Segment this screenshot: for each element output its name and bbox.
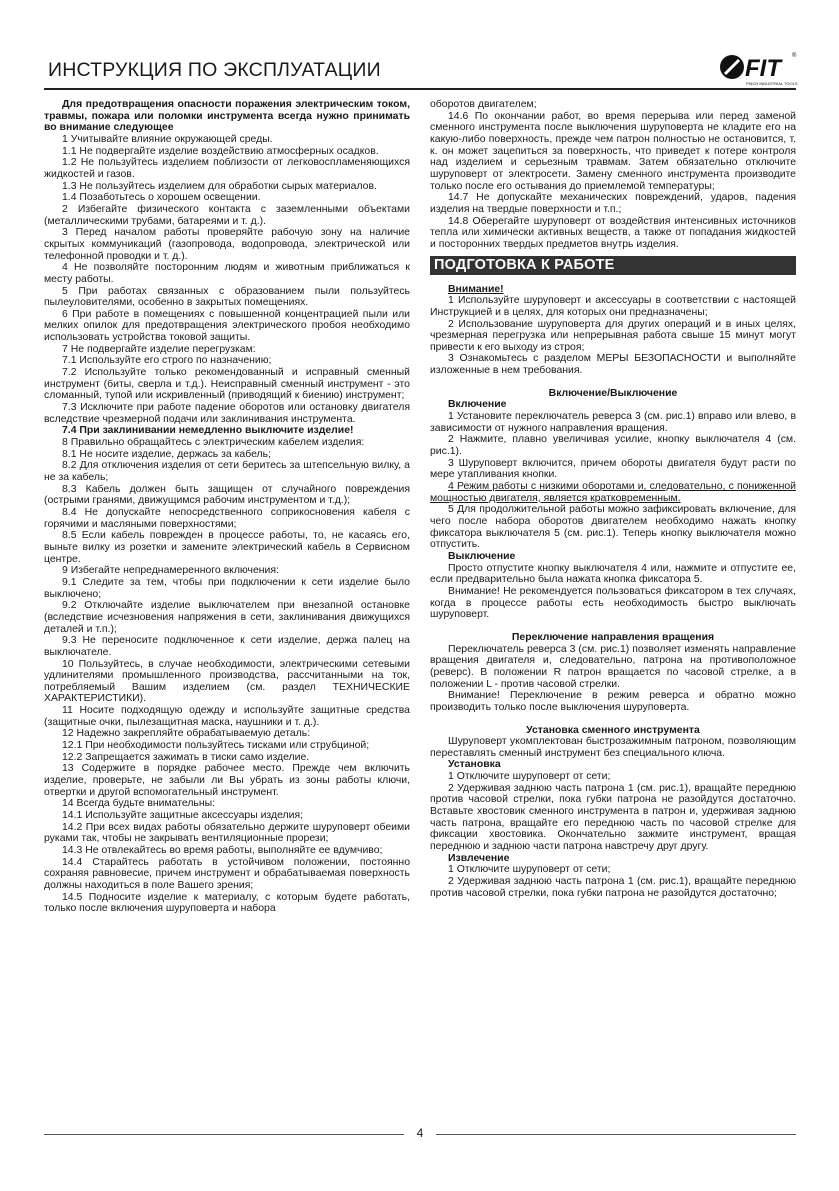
page-title: ИНСТРУКЦИЯ ПО ЭКСПЛУАТАЦИИ [48, 59, 381, 81]
paragraph: 4 Не позволяйте посторонним людям и животным приближаться к месту работы. [44, 262, 410, 285]
subsection-heading: Установка сменного инструмента [526, 724, 700, 736]
paragraph: 10 Пользуйтесь, в случае необходимости, электрическими сетевыми удлинителями промышленного производства, рассчитанными на ток, потребляемый Вашим изделием (см. раздел ТЕХНИЧЕСКИЕ ХАРАКТЕРИСТИКИ). [44, 658, 410, 705]
paragraph: 1.2 Не пользуйтесь изделием поблизости от легковоспламеняющихся жидкостей и газов. [44, 157, 410, 180]
right-column [430, 99, 796, 899]
paragraph: Шуруповерт укомплектован быстрозажимным патроном, позволяющим переставлять сменный инструмент без специального ключа. [430, 736, 796, 759]
paragraph: Включение [448, 399, 507, 411]
paragraph: 3 Перед началом работы проверяйте рабочую зону на наличие скрытых коммуникаций (газопровода, водопровода, электрической или телефонной проводки и т. д.). [44, 227, 410, 262]
paragraph: 11 Носите подходящую одежду и используйте защитные средства (защитные очки, пылезащитная маска, наушники и т. д.). [44, 705, 410, 728]
paragraph: 14.4 Старайтесь работать в устойчивом положении, постоянно сохраняя равновесие, причем инструмент и обрабатываемая поверхность должны находиться в поле Вашего зрения; [44, 856, 410, 891]
paragraph: 1 Учитывайте влияние окружающей среды. [62, 133, 273, 145]
paragraph: 1 Используйте шуруповерт и аксессуары в соответствии с настоящей Инструкцией и в целях, для которых они предназначены; [430, 295, 796, 318]
paragraph: 9 Избегайте непреднамеренного включения: [62, 565, 279, 577]
paragraph: 14.1 Используйте защитные аксессуары изделия; [62, 810, 304, 822]
fit-logo [716, 50, 798, 90]
paragraph: Внимание! Переключение в режим реверса и обратно можно производить только после выключения шуруповерта. [430, 690, 796, 713]
paragraph: 12.2 Запрещается зажимать в тиски само изделие. [62, 751, 310, 763]
paragraph: 14.6 По окончании работ, во время перерыва или перед заменой сменного инструмента после выключения шуруповерта не кладите его на какую-либо поверхность, прежде чем патрон полностью не остановится, т. к. он может зацепиться за поверхность, что приведет к потере контроля над изделием и серьезным травмам. Затем обязательно отключите шуруповерт от электросети. Замену сменного инструмента производите только после его остывания до приемлемой температуры; [430, 110, 796, 192]
paragraph: 2 Избегайте физического контакта с заземленными объектами (металлическими трубами, батареями и т. д.). [44, 203, 410, 227]
paragraph: 8.2 Для отключения изделия от сети беритесь за штепсельную вилку, а не за кабель; [44, 460, 410, 483]
paragraph: 7.4 При заклинивании немедленно выключите изделие! [62, 425, 354, 437]
paragraph: 8.4 Не допускайте непосредственного соприкосновения кабеля с горячими и масляными поверхностями; [44, 506, 410, 530]
paragraph: 14.8 Оберегайте шуруповерт от воздействия интенсивных источников тепла или химически активных веществ, а также от попадания жидкостей и посторонних твердых предметов внутрь изделия. [430, 215, 796, 250]
paragraph: Установка [448, 759, 501, 771]
paragraph: 8.1 Не носите изделие, держась за кабель; [62, 448, 271, 460]
paragraph: Извлечение [448, 852, 510, 864]
paragraph: 2 Удерживая заднюю часть патрона 1 (см. рис.1), вращайте переднюю против часовой стрелки, пока губки патрона не разойдутся достаточно. Вставьте хвостовик сменного инструмента в патрон и, удерживая заднюю часть патрона, вращайте его переднюю часть по часовой стрелке для фиксации хвостовика. Окончательно зажмите инструмент, вращая переднюю и заднюю части патрона навстречу друг другу. [430, 782, 796, 853]
paragraph: 6 При работе в помещениях с повышенной концентрацией пыли или мелких опилок для предотвращения электрического пробоя необходимо использовать устройства токовой защиты. [44, 308, 410, 344]
paragraph: 8.3 Кабель должен быть защищен от случайного повреждения (острыми гранями, движущимся рабочим инструментом и т.д.); [44, 483, 410, 507]
paragraph: 12 Надежно закрепляйте обрабатываемую деталь: [62, 728, 311, 740]
header-divider [44, 88, 796, 90]
paragraph: 1.3 Не пользуйтесь изделием для обработки сырых материалов. [62, 180, 377, 192]
paragraph: 1 Отключите шуруповерт от сети; [448, 864, 611, 876]
registered-mark: ® [792, 53, 797, 59]
spacer [430, 714, 796, 725]
paragraph: Выключение [448, 550, 516, 562]
spacer [430, 621, 796, 632]
logo-text: FIT [745, 55, 781, 82]
paragraph: Внимание! Не рекомендуется пользоваться фиксатором в тех случаях, когда в процессе работы есть необходимость быстро выключать шуруповерт. [430, 585, 796, 621]
spacer [430, 377, 796, 388]
paragraph: 8.5 Если кабель поврежден в процессе работы, то, не касаясь его, выньте вилку из розетки и замените электрический кабель в Сервисном центре. [44, 530, 410, 565]
paragraph: 5 Для продолжительной работы можно зафиксировать включение, для чего после набора оборотов двигателем необходимо нажать кнопку фиксатора выключателя 5 (см. рис.1). Теперь кнопку выключателя можно отпустить. [430, 504, 796, 551]
paragraph: Просто отпустите кнопку выключателя 4 или, нажмите и отпустите ее, если предварительно была нажата кнопка фиксатора 5. [430, 562, 796, 586]
paragraph: 1 Установите переключатель реверса 3 (см. рис.1) вправо или влево, в зависимости от нужного направления вращения. [430, 411, 796, 434]
page-number: 4 [416, 1126, 424, 1140]
paragraph: 14.7 Не допускайте механических повреждений, ударов, падения изделия на твердые поверхности и т.п.; [430, 192, 796, 215]
paragraph: 7.2 Используйте только рекомендованный и исправный сменный инструмент (биты, сверла и т.д.). Неисправный сменный инструмент - это сломанный, тупой или искривленный (приводящий к биению) инструмент; [44, 367, 410, 402]
logo-subtitle: FINCH INDUSTRIAL TOOLS [746, 81, 798, 86]
paragraph: 14.2 При всех видах работы обязательно держите шуруповерт обеими руками так, чтобы не закрывать вентиляционные прорези; [44, 821, 410, 845]
paragraph: 1.4 Позаботьтесь о хорошем освещении. [62, 192, 261, 204]
paragraph: 14.3 Не отвлекайтесь во время работы, выполняйте ее вдумчиво; [62, 845, 383, 856]
paragraph: 3 Шуруповерт включится, причем обороты двигателя будут расти по мере утапливания кнопки. [430, 457, 796, 481]
paragraph: 4 Режим работы с низкими оборотами и, следовательно, с пониженной мощностью двигателя, является кратковременным. [430, 481, 796, 504]
paragraph: 1.1 Не подвергайте изделие воздействию атмосферных осадков. [62, 145, 379, 157]
subsection-heading: Переключение направления вращения [511, 631, 715, 643]
paragraph: 7 Не подвергайте изделие перегрузкам: [62, 343, 256, 355]
paragraph: 9.3 Не переносите подключенное к сети изделие, держа палец на выключателе. [44, 635, 410, 658]
footer-rule-left [44, 1134, 404, 1135]
paragraph: Для предотвращения опасности поражения электрическим током, травмы, пожара или поломки инструмента всегда нужно принимать во внимание следующее [44, 99, 410, 134]
paragraph: 14 Всегда будьте внимательны: [62, 798, 216, 810]
paragraph: 14.5 Подносите изделие к материалу, с которым будете работать, только после включения шуруповерта и набора [44, 891, 410, 915]
paragraph: 13 Содержите в порядке рабочее место. Прежде чем включить изделие, проверьте, не забыли ли Вы убрать из зоны работы ключи, отвертки и другой вспомогательный инструмент. [44, 763, 410, 798]
paragraph: 12.1 При необходимости пользуйтесь тисками или струбциной; [62, 740, 370, 752]
subsection-heading: Включение/Выключение [548, 387, 678, 399]
paragraph: 7.1 Используйте его строго по назначению; [62, 355, 272, 367]
paragraph: Внимание! [448, 283, 504, 295]
paragraph: Переключатель реверса 3 (см. рис.1) позволяет изменять направление вращения двигателя и, следовательно, патрона на противоположное (реверс). В положении R патрон вращается по часовой стрелке, а в положении L - против часовой стрелки. [430, 643, 796, 690]
paragraph: 2 Использование шуруповерта для других операций и в иных целях, чрезмерная перегрузка или непрерывная работа свыше 15 минут могут привести к его выходу из строя; [430, 318, 796, 353]
paragraph: 5 При работах связанных с образованием пыли пользуйтесь пылеуловителями, особенно в закрытых помещениях. [44, 285, 410, 309]
paragraph: 9.1 Следите за тем, чтобы при подключении к сети изделие было выключено; [44, 576, 410, 600]
left-column [44, 99, 410, 915]
section-heading: ПОДГОТОВКА К РАБОТЕ [430, 256, 796, 275]
paragraph: 3 Ознакомьтесь с разделом МЕРЫ БЕЗОПАСНОСТИ и выполняйте изложенные в нем требования. [430, 353, 796, 377]
paragraph: 7.3 Исключите при работе падение оборотов или остановку двигателя вследствие чрезмерной подачи или заклинивания инструмента. [44, 402, 410, 425]
paragraph: 8 Правильно обращайтесь с электрическим кабелем изделия: [62, 437, 365, 449]
paragraph: 9.2 Отключайте изделие выключателем при внезапной остановке (вследствие исчезновения напряжения в сети, заклинивания движущихся деталей и т.п.); [44, 600, 410, 635]
paragraph: 1 Отключите шуруповерт от сети; [448, 771, 611, 783]
paragraph: 2 Удерживая заднюю часть патрона 1 (см. рис.1), вращайте переднюю против часовой стрелки, пока губки патрона не разойдутся достаточно; [430, 876, 796, 899]
footer-rule-right [436, 1134, 796, 1135]
paragraph: 2 Нажмите, плавно увеличивая усилие, кнопку выключателя 4 (см. рис.1). [430, 434, 796, 458]
paragraph: оборотов двигателем; [430, 99, 537, 110]
